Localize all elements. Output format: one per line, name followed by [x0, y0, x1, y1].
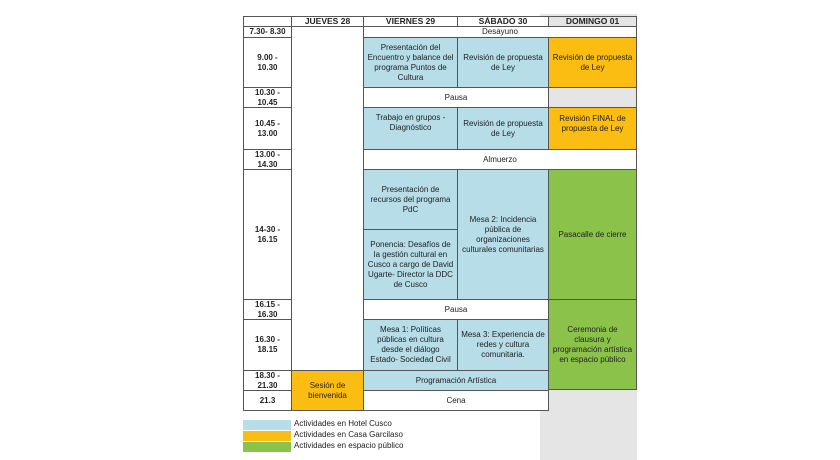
activity-mesa-3: Mesa 3: Experiencia de redes y cultura comunitaria. — [457, 319, 549, 371]
legend-label: Actividades en Casa Garcilaso — [294, 430, 403, 439]
domingo-empty — [548, 87, 637, 108]
activity-pasacalle: Pasacalle de cierre — [548, 169, 637, 300]
time-slot: 13.00 - 14.30 — [243, 149, 292, 170]
activity-sesion-bienvenida: Sesión de bienvenida — [291, 370, 364, 411]
header-viernes: VIERNES 29 — [363, 16, 458, 27]
activity-cena: Cena — [363, 390, 549, 411]
activity-mesa-1: Mesa 1: Políticas públicas en cultura desde el diálogo Estado- Sociedad Civil — [363, 319, 458, 371]
legend-swatch — [243, 420, 291, 430]
header-sabado: SÁBADO 30 — [457, 16, 549, 27]
time-slot: 10.45 - 13.00 — [243, 107, 292, 150]
legend-swatch — [243, 431, 291, 441]
activity-pausa: Pausa — [363, 299, 549, 320]
activity-ponencia: Ponencia: Desafíos de la gestión cultural en Cusco a cargo de David Ugarte- Director la DDC de Cusco — [363, 229, 458, 300]
activity-revision-ley-domingo: Revisión de propuesta de Ley — [548, 37, 637, 88]
time-slot: 14-30 - 16.15 — [243, 169, 292, 300]
legend-label: Actividades en espacio público — [294, 441, 404, 450]
activity-programacion-artistica: Programación Artística — [363, 370, 549, 391]
time-slot: 18.30 - 21.30 — [243, 370, 292, 391]
activity-pausa: Pausa — [363, 87, 549, 108]
activity-revision-ley: Revisión de propuesta de Ley — [457, 107, 549, 150]
activity-mesa-2: Mesa 2: Incidencia pública de organizaciones culturales comunitarias — [457, 169, 549, 300]
time-slot: 7.30- 8.30 — [243, 26, 292, 38]
activity-presentacion-recursos: Presentación de recursos del programa PdC — [363, 169, 458, 230]
legend-swatch — [243, 442, 291, 452]
header-jueves: JUEVES 28 — [291, 16, 364, 27]
activity-revision-ley: Revisión de propuesta de Ley — [457, 37, 549, 88]
legend-label: Actividades en Hotel Cusco — [294, 419, 392, 428]
activity-trabajo-grupos: Trabajo en grupos - Diagnóstico — [363, 107, 458, 150]
activity-almuerzo: Almuerzo — [363, 149, 637, 170]
time-slot: 10.30 - 10.45 — [243, 87, 292, 108]
jueves-empty — [291, 26, 364, 371]
time-slot: 21.3 — [243, 390, 292, 411]
activity-revision-final: Revisión FINAL de propuesta de Ley — [548, 107, 637, 150]
header-domingo: DOMINGO 01 — [548, 16, 637, 27]
time-slot: 16.15 - 16.30 — [243, 299, 292, 320]
time-slot: 16.30 - 18.15 — [243, 319, 292, 371]
activity-presentacion-encuentro: Presentación del Encuentro y balance del programa Puntos de Cultura — [363, 37, 458, 88]
activity-desayuno: Desayuno — [363, 26, 637, 38]
time-slot: 9.00 - 10.30 — [243, 37, 292, 88]
activity-ceremonia-clausura: Ceremonia de clausura y programación artística en espacio público — [548, 299, 637, 390]
